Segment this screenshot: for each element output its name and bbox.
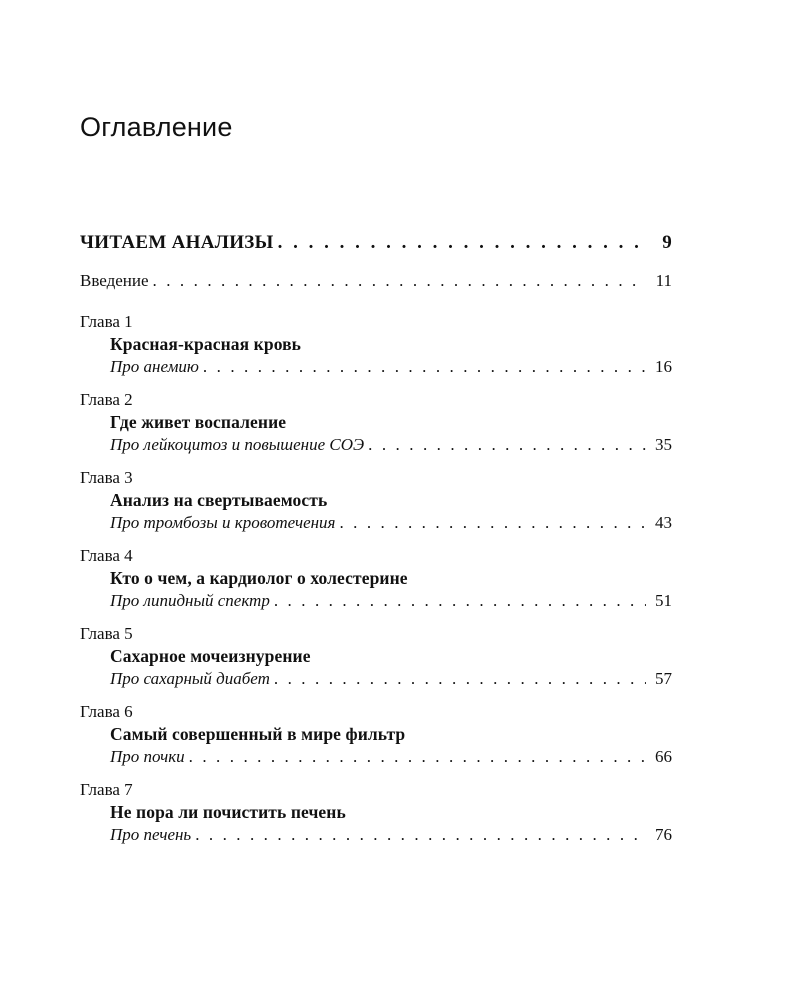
chapter-number: Глава 4 — [80, 546, 133, 565]
dot-leader — [195, 823, 646, 847]
chapter-subtitle-line — [110, 823, 672, 847]
dot-leader — [368, 433, 646, 457]
chapter-subtitle: Про анемию — [110, 357, 199, 376]
chapter-number: Глава 5 — [80, 624, 133, 643]
toc-chapter-6[interactable] — [80, 701, 672, 769]
chapter-number: Глава 6 — [80, 702, 133, 721]
chapter-title: Анализ на свертываемость — [110, 490, 328, 510]
toc-intro-entry[interactable] — [80, 271, 672, 301]
dot-leader — [153, 271, 646, 291]
dot-leader — [278, 232, 646, 254]
dot-leader — [189, 745, 646, 769]
chapter-subtitle: Про печень — [110, 825, 192, 844]
toc-chapter-3[interactable] — [80, 467, 672, 535]
toc-chapter-5[interactable] — [80, 623, 672, 691]
chapter-number: Глава 1 — [80, 312, 133, 331]
chapter-subtitle-line — [110, 589, 672, 613]
page-number: 66 — [655, 747, 672, 766]
toc-chapter-2[interactable] — [80, 389, 672, 457]
chapter-subtitle: Про тромбозы и кровотечения — [110, 513, 336, 532]
table-of-contents — [80, 232, 672, 847]
part-title: ЧИТАЕМ АНАЛИЗЫ — [80, 232, 274, 253]
toc-part-entry[interactable] — [80, 232, 672, 262]
page-number: 76 — [655, 825, 672, 844]
chapter-subtitle: Про липидный спектр — [110, 591, 270, 610]
page-title: Оглавление — [80, 112, 233, 142]
chapter-number: Глава 2 — [80, 390, 133, 409]
dot-leader — [274, 589, 646, 613]
chapter-subtitle: Про сахарный диабет — [110, 669, 270, 688]
page-number: 11 — [655, 271, 672, 290]
chapter-subtitle: Про лейкоцитоз и повышение СОЭ — [110, 435, 365, 454]
page-number: 57 — [655, 669, 672, 688]
toc-chapter-4[interactable] — [80, 545, 672, 613]
chapter-number: Глава 3 — [80, 468, 133, 487]
chapter-title: Где живет воспаление — [110, 412, 287, 432]
dot-leader — [203, 355, 646, 379]
chapter-title: Самый совершенный в мире фильтр — [110, 724, 406, 744]
chapter-subtitle-line — [110, 511, 672, 535]
chapter-subtitle-line — [110, 745, 672, 769]
chapter-subtitle-line — [110, 667, 672, 691]
intro-title: Введение — [80, 271, 149, 290]
toc-chapter-7[interactable] — [80, 779, 672, 847]
page-number: 51 — [655, 591, 672, 610]
page-number: 43 — [655, 513, 672, 532]
chapter-title: Сахарное мочеизнурение — [110, 646, 311, 666]
chapter-title: Кто о чем, а кардиолог о холестерине — [110, 568, 408, 588]
dot-leader — [274, 667, 646, 691]
page-number: 35 — [655, 435, 672, 454]
toc-chapter-1[interactable] — [80, 311, 672, 379]
page-number: 16 — [655, 357, 672, 376]
chapter-subtitle-line — [110, 433, 672, 457]
page-number: 9 — [662, 232, 672, 253]
chapter-subtitle-line — [110, 355, 672, 379]
chapter-title: Красная-красная кровь — [110, 334, 302, 354]
dot-leader — [339, 511, 646, 535]
chapter-number: Глава 7 — [80, 780, 133, 799]
chapter-title: Не пора ли почистить печень — [110, 802, 346, 822]
chapter-subtitle: Про почки — [110, 747, 185, 766]
